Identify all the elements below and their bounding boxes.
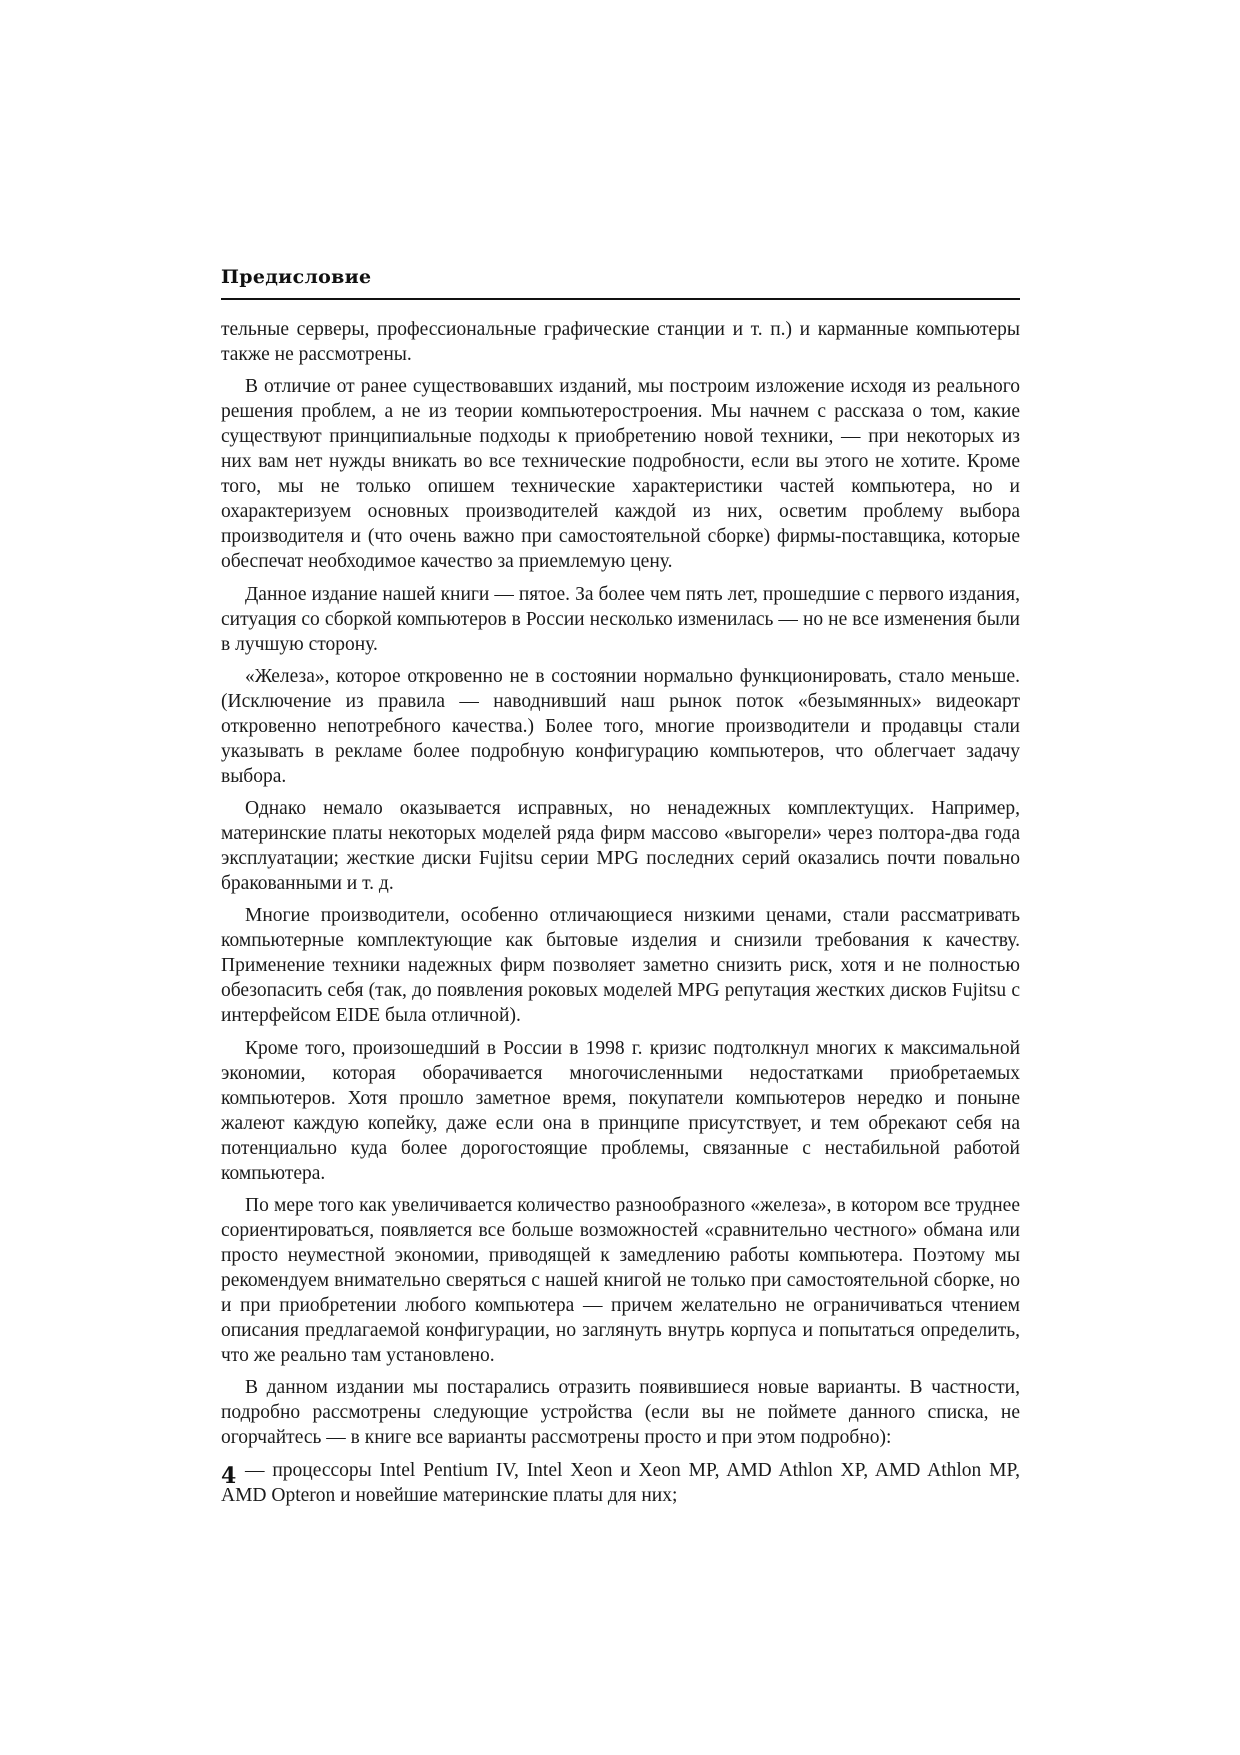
body-text (221, 317, 1020, 1515)
list-item-paragraph: — процессоры Intel Pentium IV, Intel Xeon и Xeon MP, AMD Athlon XP, AMD Athlon MP, AMD Opteron и новейшие материнские платы для них; (221, 1459, 1020, 1506)
paragraph: По мере того как увеличивается количество разнообразного «железа», в котором все труднее сориентироваться, появляется все больше возможностей «сравнительно честного» обмана или просто неуместной экономии, приводящей к замедлению работы компьютера. Поэтому мы рекомендуем внимательно сверяться с нашей книгой не только при самостоятельной сборке, но и при приобретении любого компьютера — причем желательно не ограничиваться чтением описания предлагаемой конфигурации, но заглянуть внутрь корпуса и попытаться определить, что же реально там установлено. (221, 1195, 1020, 1367)
paragraph-continued: тельные серверы, профессиональные графические станции и т. п.) и карманные компьютеры также не рассмотрены. (221, 319, 1020, 365)
paragraph: Данное издание нашей книги — пятое. За более чем пять лет, прошедшие с первого издания, ситуация со сборкой компьютеров в России несколько изменилась — но не все изменения были в лучшую сторону. (221, 583, 1020, 655)
paragraph: «Железа», которое откровенно не в состоянии нормально функционировать, стало меньше. (Исключение из правила — наводнивший наш рынок поток «безымянных» видеокарт откровенно непотребного качества.) Более того, многие производители и продавцы стали указывать в рекламе более подробную конфигурацию компьютеров, что облегчает задачу выбора. (221, 665, 1020, 787)
header-rule (221, 298, 1020, 300)
paragraph: Кроме того, произошедший в России в 1998 г. кризис подтолкнул многих к максимальной экономии, которая оборачивается многочисленными недостатками приобретаемых компьютеров. Хотя прошло заметное время, покупатели компьютеров нередко и поныне жалеют каждую копейку, даже если она в принципе присутствует, и тем обрекают себя на потенциально куда более дорогостоящие проблемы, связанные с нестабильной работой компьютера. (221, 1037, 1020, 1184)
paragraph: Однако немало оказывается исправных, но ненадежных комплектущих. Например, материнские платы некоторых моделей ряда фирм массово «выгорели» через полтора-два года эксплуатации; жесткие диски Fujitsu серии MPG последних серий оказались почти повально бракованными и т. д. (221, 798, 1020, 895)
page-number: 4 (221, 1463, 237, 1489)
running-head-title: Предисловие (221, 266, 372, 288)
paragraph: В отличие от ранее существовавших изданий, мы построим изложение исходя из реального решения проблем, а не из теории компьютеростроения. Мы начнем с рассказа о том, какие существуют принципиальные подходы к приобретению новой техники, — при некоторых из них вам нет нужды вникать во все технические подробности, если вы этого не хотите. Кроме того, мы не только опишем технические характеристики частей компьютера, но и охарактеризуем основных производителей каждой из них, осветим проблему выбора производителя и (что очень важно при самостоятельной сборке) фирмы-поставщика, которые обеспечат необходимое качество за приемлемую цену. (221, 376, 1020, 573)
paragraph: Многие производители, особенно отличающиеся низкими ценами, стали рассматривать компьютерные комплектующие как бытовые изделия и снизили требования к качеству. Применение техники надежных фирм позволяет заметно снизить риск, хотя и не полностью обезопасить себя (так, до появления роковых моделей MPG репутация жестких дисков Fujitsu с интерфейсом EIDE была отличной). (221, 905, 1020, 1027)
paragraph: В данном издании мы постарались отразить появившиеся новые варианты. В частности, подробно рассмотрены следующие устройства (если вы не поймете данного списка, не огорчайтесь — в книге все варианты рассмотрены просто и при этом подробно): (221, 1377, 1020, 1449)
book-page (221, 0, 1020, 1755)
